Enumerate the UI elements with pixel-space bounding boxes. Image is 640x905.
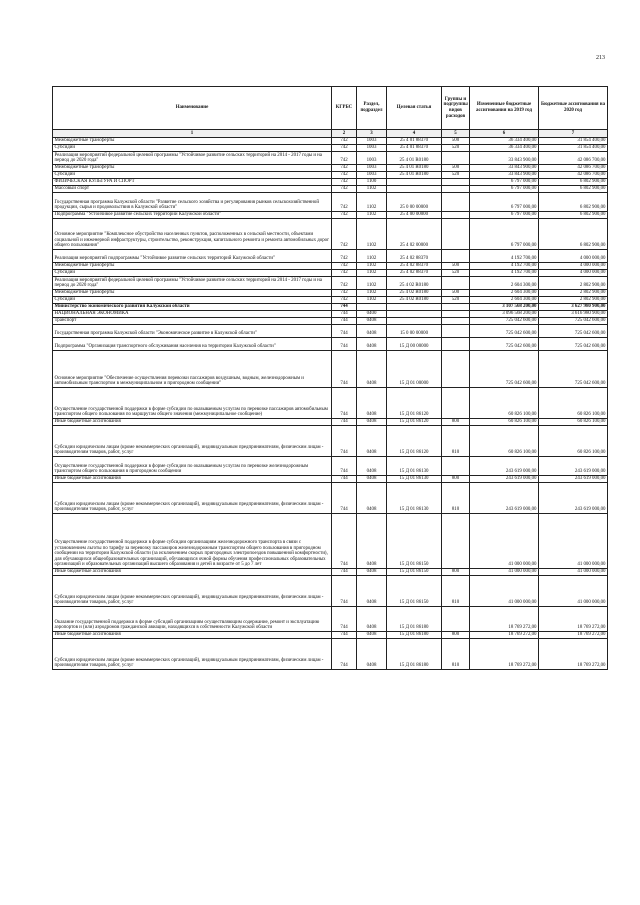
row-amount-2019-cell: 2 604 300,00 — [470, 290, 539, 297]
row-grbs-cell: 744 — [332, 576, 357, 607]
header-name: Наименование — [53, 87, 332, 130]
row-grbs-cell: 742 — [332, 270, 357, 277]
table-row — [53, 145, 608, 152]
row-amount-2019-cell: 2 604 300,00 — [470, 277, 539, 290]
row-name-cell: Реализация мероприятий федеральной целевой программы "Устойчивое развитие сельских территорий на 2014 - 2017 годы и на период до 2020 года" — [53, 277, 332, 290]
table-row — [53, 639, 608, 670]
row-name-cell: Субсидии — [53, 297, 332, 304]
table-row — [53, 569, 608, 576]
row-amount-2019-cell: 4 192 700,00 — [470, 263, 539, 270]
row-amount-2020-cell: 725 042 600,00 — [539, 318, 608, 325]
row-target-article-cell: 15 Д 01 86180 — [387, 632, 442, 639]
row-section-cell: 1102 — [357, 297, 387, 304]
row-expense-type-cell — [442, 219, 470, 250]
row-section-cell: 1102 — [357, 290, 387, 297]
row-amount-2019-cell: 243 619 000,00 — [470, 457, 539, 476]
table-row — [53, 388, 608, 419]
row-section-cell: 0408 — [357, 576, 387, 607]
row-expense-type-cell: 500 — [442, 165, 470, 172]
row-name-cell: Осуществление государственной поддержки в форме субсидии по оказываемым услугам по перевозке пассажиров автомобильным транспортом общего пользования по маршрутам общего значения (межмуниципальное сообщение) — [53, 388, 332, 419]
row-section-cell: 0408 — [357, 607, 387, 632]
row-target-article-cell: 25 4 01 88370 — [387, 145, 442, 152]
row-section-cell: 1100 — [357, 179, 387, 186]
row-amount-2019-cell: 36 334 400,00 — [470, 145, 539, 152]
row-grbs-cell: 744 — [332, 483, 357, 514]
row-name-cell: Министерство экономического развития Калужской области — [53, 304, 332, 311]
table-row — [53, 351, 608, 388]
table-row — [53, 152, 608, 165]
header-expense-type: Группы и подгруппы видов расходов — [442, 87, 470, 130]
row-target-article-cell — [387, 179, 442, 186]
row-target-article-cell: 15 Д 01 86130 — [387, 457, 442, 476]
row-section-cell: 1102 — [357, 270, 387, 277]
row-target-article-cell: 15 Д 01 86180 — [387, 639, 442, 670]
row-amount-2019-cell: 6 797 000,00 — [470, 179, 539, 186]
table-row — [53, 476, 608, 483]
row-expense-type-cell — [442, 304, 470, 311]
row-amount-2019-cell: 243 619 000,00 — [470, 476, 539, 483]
row-section-cell: 0400 — [357, 311, 387, 318]
row-amount-2019-cell: 33 843 900,00 — [470, 172, 539, 179]
row-amount-2019-cell: 60 826 100,00 — [470, 388, 539, 419]
row-expense-type-cell: 520 — [442, 172, 470, 179]
row-amount-2020-cell: 243 619 000,00 — [539, 476, 608, 483]
row-grbs-cell: 742 — [332, 219, 357, 250]
row-name-cell: Межбюджетные трансферты — [53, 138, 332, 145]
row-section-cell: 1003 — [357, 138, 387, 145]
column-number: 3 — [357, 130, 387, 138]
row-amount-2019-cell: 6 797 000,00 — [470, 212, 539, 219]
row-section-cell: 0408 — [357, 569, 387, 576]
row-expense-type-cell — [442, 338, 470, 351]
row-target-article-cell: 15 Д 01 86150 — [387, 576, 442, 607]
row-amount-2020-cell: 6 802 900,00 — [539, 179, 608, 186]
row-amount-2019-cell: 6 797 000,00 — [470, 193, 539, 212]
row-target-article-cell: 25 4 02 R0180 — [387, 290, 442, 297]
table-row — [53, 576, 608, 607]
row-name-cell: Субсидии — [53, 145, 332, 152]
row-name-cell: НАЦИОНАЛЬНАЯ ЭКОНОМИКА — [53, 311, 332, 318]
table-row — [53, 270, 608, 277]
row-target-article-cell: 15 Д 01 00000 — [387, 351, 442, 388]
table-body — [53, 138, 608, 670]
row-section-cell: 1102 — [357, 219, 387, 250]
table-row — [53, 483, 608, 514]
row-grbs-cell: 744 — [332, 419, 357, 426]
row-name-cell: Осуществление государственной поддержки в форме субсидии организациям железнодорожного транспорта в связи с установлением льготы по тарифу за перевозку пассажиров железнодорожным транспортом общего пользования в пригородном сообщении на территории Калужской области (за исключением скорых пригородных электропоездов повышенной комфортности), для обучающихся общеобразовательных организаций, обучающихся очной формы обучения профессиональных образовательных организаций и образовательных организаций высшего образования и детей в возрасте от 5 до 7 лет — [53, 514, 332, 569]
table-row — [53, 212, 608, 219]
row-section-cell: 0408 — [357, 632, 387, 639]
row-grbs-cell: 742 — [332, 179, 357, 186]
row-name-cell: Иные бюджетные ассигнования — [53, 632, 332, 639]
table-row — [53, 607, 608, 632]
row-amount-2020-cell: 4 000 000,00 — [539, 263, 608, 270]
row-amount-2020-cell: 18 769 272,00 — [539, 607, 608, 632]
row-grbs-cell: 742 — [332, 263, 357, 270]
row-amount-2019-cell: 4 192 700,00 — [470, 270, 539, 277]
column-number: 2 — [332, 130, 357, 138]
row-expense-type-cell — [442, 152, 470, 165]
row-expense-type-cell: 810 — [442, 576, 470, 607]
row-section-cell: 1003 — [357, 165, 387, 172]
row-grbs-cell: 744 — [332, 304, 357, 311]
table-row — [53, 219, 608, 250]
row-grbs-cell: 744 — [332, 426, 357, 457]
column-number: 5 — [442, 130, 470, 138]
header-section: Раздел, подраздел — [357, 87, 387, 130]
row-amount-2020-cell: 41 000 000,00 — [539, 576, 608, 607]
row-grbs-cell: 744 — [332, 476, 357, 483]
header-grbs: КГРБС — [332, 87, 357, 130]
row-section-cell: 0408 — [357, 419, 387, 426]
row-target-article-cell — [387, 311, 442, 318]
row-name-cell: Межбюджетные трансферты — [53, 263, 332, 270]
row-grbs-cell: 742 — [332, 212, 357, 219]
table-row — [53, 138, 608, 145]
row-amount-2020-cell: 42 086 700,00 — [539, 165, 608, 172]
row-section-cell: 0408 — [357, 457, 387, 476]
row-target-article-cell — [387, 304, 442, 311]
row-target-article-cell: 25 4 02 R0180 — [387, 297, 442, 304]
row-section-cell: 0408 — [357, 325, 387, 338]
row-grbs-cell: 742 — [332, 145, 357, 152]
row-expense-type-cell: 520 — [442, 145, 470, 152]
row-target-article-cell: 15 Д 01 86120 — [387, 426, 442, 457]
row-grbs-cell: 742 — [332, 152, 357, 165]
row-name-cell: Субсидии юридическим лицам (кроме некоммерческих организаций), индивидуальным предпринимателям, физическим лицам - производителям товаров, работ, услуг — [53, 576, 332, 607]
row-amount-2019-cell: 725 042 600,00 — [470, 338, 539, 351]
row-expense-type-cell — [442, 607, 470, 632]
row-amount-2020-cell: 3 627 980 900,00 — [539, 304, 608, 311]
row-amount-2020-cell: 31 854 400,00 — [539, 138, 608, 145]
row-amount-2019-cell: 41 000 000,00 — [470, 514, 539, 569]
row-target-article-cell: 15 Д 01 86130 — [387, 476, 442, 483]
row-section-cell: 0408 — [357, 388, 387, 419]
table-row — [53, 426, 608, 457]
row-expense-type-cell — [442, 193, 470, 212]
table-row — [53, 514, 608, 569]
row-grbs-cell: 744 — [332, 632, 357, 639]
column-number-row — [53, 130, 608, 138]
row-amount-2020-cell: 725 042 600,00 — [539, 351, 608, 388]
row-target-article-cell: 15 Д 00 00000 — [387, 338, 442, 351]
table-row — [53, 325, 608, 338]
row-amount-2020-cell: 60 826 100,00 — [539, 426, 608, 457]
row-section-cell: 0408 — [357, 426, 387, 457]
row-expense-type-cell — [442, 186, 470, 193]
row-amount-2019-cell: 41 000 000,00 — [470, 569, 539, 576]
row-expense-type-cell — [442, 277, 470, 290]
row-name-cell: Реализация мероприятий федеральной целевой программы "Устойчивое развитие сельских территорий на 2014 - 2017 годы и на период до 2020 года" — [53, 152, 332, 165]
row-section-cell: 1102 — [357, 193, 387, 212]
table-row — [53, 419, 608, 426]
row-name-cell: Основное мероприятие "Обеспечение осуществления перевозки пассажиров воздушным, водным, железнодорожным и автомобильным транспортом в межмуниципальном и пригородном сообщении" — [53, 351, 332, 388]
row-amount-2020-cell: 60 826 100,00 — [539, 419, 608, 426]
row-target-article-cell: 25 4 00 00000 — [387, 212, 442, 219]
row-name-cell: ФИЗИЧЕСКАЯ КУЛЬТУРА И СПОРТ — [53, 179, 332, 186]
header-amount-2019: Измененные бюджетные ассигнования на 2019 год — [470, 87, 539, 130]
row-amount-2020-cell: 18 769 272,00 — [539, 632, 608, 639]
row-expense-type-cell — [442, 351, 470, 388]
row-amount-2019-cell: 725 042 600,00 — [470, 318, 539, 325]
row-amount-2020-cell: 6 802 900,00 — [539, 219, 608, 250]
row-amount-2019-cell: 18 769 272,00 — [470, 607, 539, 632]
row-name-cell: Реализация мероприятий подпрограммы "Устойчивое развитие сельских территорий Калужской области" — [53, 250, 332, 263]
table-row — [53, 179, 608, 186]
row-amount-2019-cell: 4 192 700,00 — [470, 250, 539, 263]
row-target-article-cell: 15 Д 01 86130 — [387, 483, 442, 514]
row-expense-type-cell: 800 — [442, 569, 470, 576]
row-amount-2019-cell: 60 826 100,00 — [470, 419, 539, 426]
row-target-article-cell: 25 4 02 00000 — [387, 219, 442, 250]
row-amount-2020-cell: 243 619 000,00 — [539, 457, 608, 476]
row-name-cell: Субсидии — [53, 172, 332, 179]
row-expense-type-cell — [442, 250, 470, 263]
row-amount-2020-cell: 2 802 900,00 — [539, 277, 608, 290]
row-amount-2019-cell: 18 769 272,00 — [470, 639, 539, 670]
row-name-cell: Транспорт — [53, 318, 332, 325]
row-target-article-cell: 15 Д 01 86180 — [387, 607, 442, 632]
row-target-article-cell: 15 Д 01 86120 — [387, 388, 442, 419]
row-expense-type-cell — [442, 318, 470, 325]
row-expense-type-cell — [442, 311, 470, 318]
table-row — [53, 186, 608, 193]
row-name-cell: Государственная программа Калужской области "Развитие сельского хозяйства и регулирования рынков сельскохозяйственной продукции, сырья и продовольствия в Калужской области" — [53, 193, 332, 212]
row-name-cell: Государственная программа Калужской области "Экономическое развитие в Калужской области" — [53, 325, 332, 338]
row-name-cell: Основное мероприятие "Комплексное обустройство населенных пунктов, расположенных в сельской местности, объектами социальной и инженерной инфраструктуры, строительство, реконструкция, капитального ремонта и ремонта автомобильных дорог общего пользования" — [53, 219, 332, 250]
header-target-article: Целевая статья — [387, 87, 442, 130]
row-name-cell: Субсидии юридическим лицам (кроме некоммерческих организаций), индивидуальным предпринимателям, физическим лицам - производителям товаров, работ, услуг — [53, 483, 332, 514]
row-expense-type-cell: 800 — [442, 476, 470, 483]
row-amount-2019-cell: 725 042 600,00 — [470, 351, 539, 388]
row-name-cell: Иные бюджетные ассигнования — [53, 419, 332, 426]
row-section-cell: 0408 — [357, 639, 387, 670]
row-name-cell: Осуществление государственной поддержки в форме субсидии по оказываемым услугам по перевозке железнодорожным транспортом общего пользования в пригородном сообщении — [53, 457, 332, 476]
table-row — [53, 311, 608, 318]
column-number: 7 — [539, 130, 608, 138]
row-name-cell: Межбюджетные трансферты — [53, 290, 332, 297]
row-name-cell: Массовый спорт — [53, 186, 332, 193]
row-grbs-cell: 744 — [332, 457, 357, 476]
row-amount-2019-cell: 33 843 900,00 — [470, 152, 539, 165]
row-section-cell: 1102 — [357, 277, 387, 290]
row-amount-2020-cell: 41 000 000,00 — [539, 569, 608, 576]
header-amount-2020: Бюджетные ассигнования на 2020 год — [539, 87, 608, 130]
table-header-row — [53, 87, 608, 130]
row-amount-2019-cell: 18 769 272,00 — [470, 632, 539, 639]
row-amount-2020-cell: 18 769 272,00 — [539, 639, 608, 670]
row-grbs-cell: 744 — [332, 569, 357, 576]
row-grbs-cell: 742 — [332, 250, 357, 263]
row-grbs-cell: 742 — [332, 290, 357, 297]
table-row — [53, 263, 608, 270]
row-expense-type-cell — [442, 179, 470, 186]
row-grbs-cell: 744 — [332, 607, 357, 632]
row-section-cell — [357, 304, 387, 311]
table-row — [53, 632, 608, 639]
row-amount-2019-cell: 6 797 000,00 — [470, 219, 539, 250]
row-amount-2019-cell: 36 334 400,00 — [470, 138, 539, 145]
row-grbs-cell: 744 — [332, 351, 357, 388]
row-amount-2020-cell: 2 802 900,00 — [539, 297, 608, 304]
row-amount-2019-cell: 725 042 600,00 — [470, 325, 539, 338]
table-row — [53, 338, 608, 351]
row-amount-2019-cell: 3 107 568 200,00 — [470, 304, 539, 311]
row-amount-2019-cell: 41 000 000,00 — [470, 576, 539, 607]
row-target-article-cell: 15 Д 01 86120 — [387, 419, 442, 426]
row-expense-type-cell — [442, 388, 470, 419]
row-name-cell: Субсидии юридическим лицам (кроме некоммерческих организаций), индивидуальным предпринимателям, физическим лицам - производителям товаров, работ, услуг — [53, 639, 332, 670]
row-expense-type-cell — [442, 212, 470, 219]
row-expense-type-cell: 520 — [442, 297, 470, 304]
row-amount-2020-cell: 6 802 900,00 — [539, 186, 608, 193]
row-amount-2020-cell: 725 042 600,00 — [539, 325, 608, 338]
row-section-cell: 1003 — [357, 145, 387, 152]
table-row — [53, 304, 608, 311]
row-grbs-cell: 742 — [332, 138, 357, 145]
row-amount-2020-cell: 6 802 900,00 — [539, 212, 608, 219]
page-number: 213 — [596, 55, 605, 61]
row-section-cell: 0408 — [357, 338, 387, 351]
row-amount-2019-cell: 2 604 300,00 — [470, 297, 539, 304]
row-section-cell: 0408 — [357, 318, 387, 325]
row-name-cell: Иные бюджетные ассигнования — [53, 476, 332, 483]
row-amount-2020-cell: 243 619 000,00 — [539, 483, 608, 514]
row-grbs-cell: 742 — [332, 277, 357, 290]
row-target-article-cell: 25 4 01 R0180 — [387, 165, 442, 172]
row-amount-2020-cell: 725 042 600,00 — [539, 338, 608, 351]
row-amount-2019-cell: 243 619 000,00 — [470, 483, 539, 514]
row-target-article-cell — [387, 318, 442, 325]
row-expense-type-cell: 500 — [442, 290, 470, 297]
table-row — [53, 165, 608, 172]
row-amount-2020-cell: 41 000 000,00 — [539, 514, 608, 569]
row-name-cell: Субсидии — [53, 270, 332, 277]
row-section-cell: 0408 — [357, 483, 387, 514]
table-row — [53, 297, 608, 304]
table-row — [53, 277, 608, 290]
row-target-article-cell: 25 4 01 88370 — [387, 138, 442, 145]
row-section-cell: 1102 — [357, 263, 387, 270]
row-target-article-cell: 25 4 02 R0180 — [387, 277, 442, 290]
table-row — [53, 318, 608, 325]
row-grbs-cell: 744 — [332, 514, 357, 569]
row-amount-2020-cell: 42 086 700,00 — [539, 172, 608, 179]
row-grbs-cell: 744 — [332, 311, 357, 318]
row-grbs-cell: 742 — [332, 193, 357, 212]
row-amount-2020-cell: 31 854 400,00 — [539, 145, 608, 152]
row-expense-type-cell: 810 — [442, 483, 470, 514]
row-target-article-cell — [387, 186, 442, 193]
row-grbs-cell: 744 — [332, 325, 357, 338]
column-number: 6 — [470, 130, 539, 138]
row-amount-2019-cell: 33 843 900,00 — [470, 165, 539, 172]
table-row — [53, 193, 608, 212]
row-name-cell: Подпрограмма "Устойчивое развитие сельских территорий Калужской области" — [53, 212, 332, 219]
table-row — [53, 290, 608, 297]
row-grbs-cell: 742 — [332, 172, 357, 179]
budget-allocation-table — [52, 86, 608, 670]
row-target-article-cell: 15 Д 01 86150 — [387, 514, 442, 569]
row-expense-type-cell: 520 — [442, 270, 470, 277]
row-name-cell: Субсидии юридическим лицам (кроме некоммерческих организаций), индивидуальным предпринимателям, физическим лицам - производителям товаров, работ, услуг — [53, 426, 332, 457]
row-amount-2019-cell: 3 096 568 200,00 — [470, 311, 539, 318]
row-section-cell: 0408 — [357, 476, 387, 483]
row-amount-2020-cell: 60 826 100,00 — [539, 388, 608, 419]
column-number: 4 — [387, 130, 442, 138]
row-expense-type-cell: 500 — [442, 263, 470, 270]
row-name-cell: Подпрограмма "Организация транспортного обслуживания населения на территории Калужской области" — [53, 338, 332, 351]
row-amount-2020-cell: 4 000 000,00 — [539, 250, 608, 263]
row-grbs-cell: 744 — [332, 318, 357, 325]
row-section-cell: 1102 — [357, 250, 387, 263]
row-grbs-cell: 744 — [332, 388, 357, 419]
row-amount-2019-cell: 60 826 100,00 — [470, 426, 539, 457]
row-expense-type-cell: 810 — [442, 426, 470, 457]
row-grbs-cell: 744 — [332, 338, 357, 351]
row-target-article-cell: 25 4 01 R0180 — [387, 152, 442, 165]
row-expense-type-cell: 500 — [442, 138, 470, 145]
row-section-cell: 1102 — [357, 186, 387, 193]
row-amount-2020-cell: 3 616 980 900,00 — [539, 311, 608, 318]
row-expense-type-cell: 810 — [442, 639, 470, 670]
row-section-cell: 1003 — [357, 152, 387, 165]
row-expense-type-cell: 800 — [442, 632, 470, 639]
row-name-cell: Иные бюджетные ассигнования — [53, 569, 332, 576]
row-amount-2020-cell: 2 802 900,00 — [539, 290, 608, 297]
row-section-cell: 0408 — [357, 514, 387, 569]
row-expense-type-cell — [442, 325, 470, 338]
table-row — [53, 457, 608, 476]
row-grbs-cell: 742 — [332, 165, 357, 172]
row-grbs-cell: 744 — [332, 639, 357, 670]
table-row — [53, 172, 608, 179]
row-grbs-cell: 742 — [332, 186, 357, 193]
row-expense-type-cell — [442, 514, 470, 569]
row-section-cell: 1102 — [357, 212, 387, 219]
row-expense-type-cell: 800 — [442, 419, 470, 426]
row-target-article-cell: 25 4 02 88370 — [387, 263, 442, 270]
row-target-article-cell: 15 Д 01 86150 — [387, 569, 442, 576]
row-section-cell: 1003 — [357, 172, 387, 179]
row-name-cell: Межбюджетные трансферты — [53, 165, 332, 172]
row-amount-2020-cell: 42 086 700,00 — [539, 152, 608, 165]
row-grbs-cell: 742 — [332, 297, 357, 304]
row-amount-2020-cell: 6 802 900,00 — [539, 193, 608, 212]
row-target-article-cell: 25 4 01 R0180 — [387, 172, 442, 179]
row-target-article-cell: 15 0 00 00000 — [387, 325, 442, 338]
column-number: 1 — [53, 130, 332, 138]
table-row — [53, 250, 608, 263]
row-expense-type-cell — [442, 457, 470, 476]
row-target-article-cell: 25 4 02 88370 — [387, 270, 442, 277]
row-name-cell: Оказание государственной поддержки в форме субсидий организациям осуществляющим содержание, ремонт и эксплуатацию аэропортов и (или) аэродромов гражданской авиации, находящихся в собственности Калужской области — [53, 607, 332, 632]
row-amount-2019-cell: 6 797 000,00 — [470, 186, 539, 193]
row-target-article-cell: 25 0 00 00000 — [387, 193, 442, 212]
row-amount-2020-cell: 4 000 000,00 — [539, 270, 608, 277]
row-target-article-cell: 25 4 02 88370 — [387, 250, 442, 263]
row-section-cell: 0408 — [357, 351, 387, 388]
